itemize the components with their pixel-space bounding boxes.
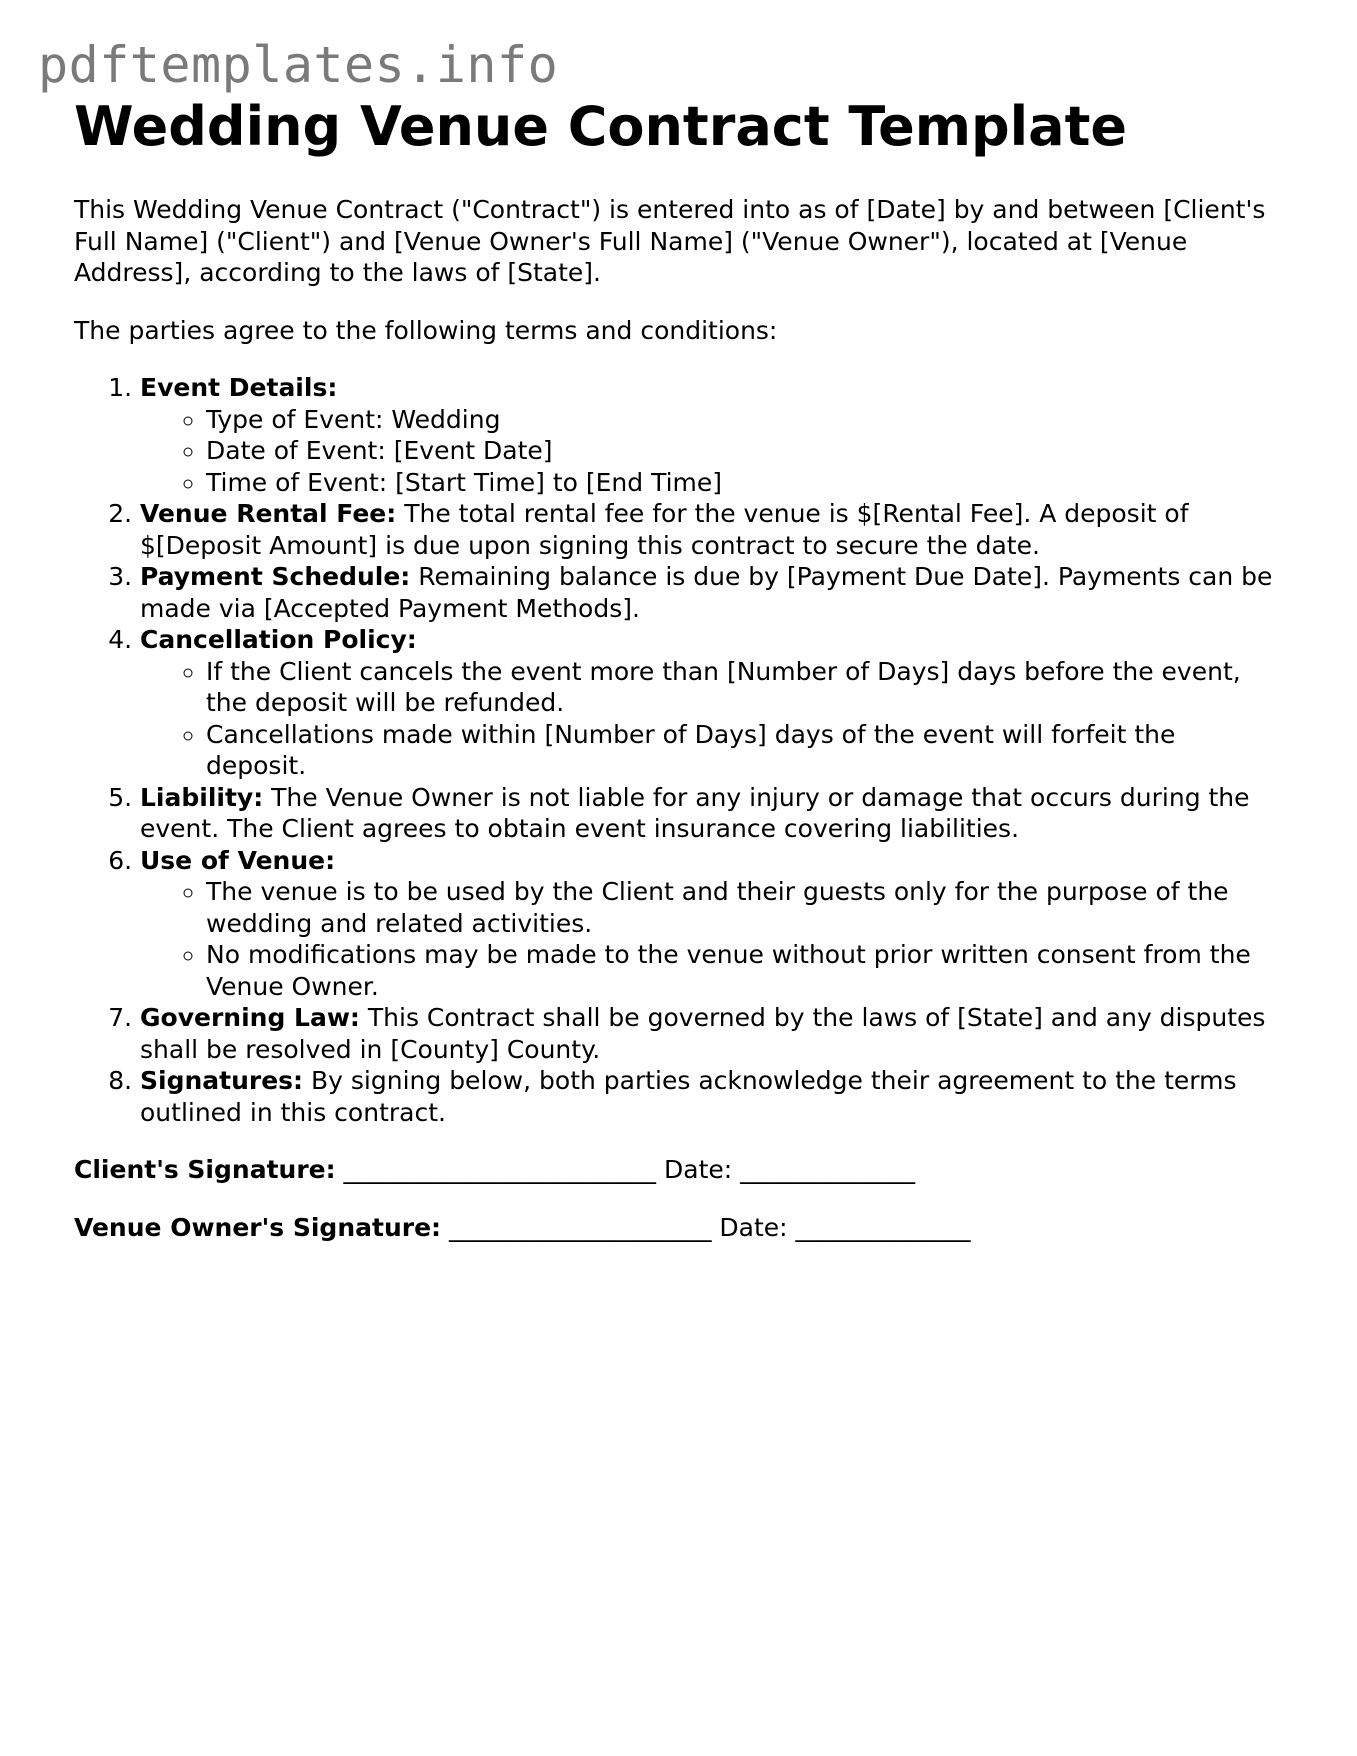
sub-item: ◦ Date of Event: [Event Date] <box>206 435 1274 467</box>
term-sublist <box>140 404 1274 499</box>
client-signature-label: Client's Signature: <box>74 1155 336 1184</box>
term-label: Payment Schedule: <box>140 562 411 591</box>
term-label: Use of Venue: <box>140 845 336 875</box>
document-page <box>74 92 1274 1243</box>
sub-item: ◦ Cancellations made within [Number of Days] days of the event will forfeit the deposit. <box>206 719 1274 782</box>
term-text: The Venue Owner is not liable for any injury or damage that occurs during the event. The Client agrees to obtain event insurance covering liabilities. <box>140 782 1250 843</box>
owner-signature-line <box>74 1212 1274 1244</box>
term-item <box>140 561 1274 624</box>
owner-signature-label: Venue Owner's Signature: <box>74 1212 442 1242</box>
intro-paragraph: This Wedding Venue Contract ("Contract") is entered into as of [Date] by and between [Client's Full Name] ("Client") and [Venue Owner's Full Name] ("Venue Owner"), located at [Venue Address], according to the laws of [State]. <box>74 195 1266 287</box>
term-item <box>140 624 1274 782</box>
term-item <box>140 498 1274 561</box>
term-item <box>140 372 1274 498</box>
term-label: Cancellation Policy: <box>140 625 417 654</box>
term-text: Remaining balance is due by [Payment Due Date]. Payments can be made via [Accepted Payment Methods]. <box>140 562 1273 623</box>
document-title: Wedding Venue Contract Template <box>74 95 1128 158</box>
terms-list <box>74 372 1274 1128</box>
term-item <box>140 1002 1274 1065</box>
term-sublist <box>140 876 1274 1002</box>
term-text: The total rental fee for the venue is $[Rental Fee]. A deposit of $[Deposit Amount] is due upon signing this contract to secure the date. <box>140 499 1189 560</box>
client-signature-field: _________________________ Date: ______________ <box>335 1155 916 1184</box>
sub-item: ◦ If the Client cancels the event more than [Number of Days] days before the event, the deposit will be refunded. <box>206 656 1274 719</box>
owner-signature-field: _____________________ Date: ______________ <box>441 1212 971 1242</box>
term-item <box>140 845 1274 1003</box>
watermark: pdftemplates.info <box>38 36 559 94</box>
term-label: Event Details: <box>140 373 338 402</box>
sub-item: ◦ Type of Event: Wedding <box>206 404 1274 436</box>
sub-item: ◦ No modifications may be made to the venue without prior written consent from the Venue Owner. <box>206 939 1274 1002</box>
term-label: Liability: <box>140 782 264 812</box>
client-signature-line <box>74 1154 1274 1186</box>
term-item <box>140 782 1274 845</box>
sub-item: ◦ Time of Event: [Start Time] to [End Time] <box>206 467 1274 499</box>
term-sublist <box>140 656 1274 782</box>
term-label: Signatures: <box>140 1066 304 1095</box>
term-label: Venue Rental Fee: <box>140 499 397 528</box>
term-text: By signing below, both parties acknowledge their agreement to the terms outlined in this contract. <box>140 1066 1237 1127</box>
agreement-statement: The parties agree to the following terms and conditions: <box>74 315 778 345</box>
sub-item: ◦ The venue is to be used by the Client and their guests only for the purpose of the wedding and related activities. <box>206 876 1274 939</box>
term-text: This Contract shall be governed by the laws of [State] and any disputes shall be resolved in [County] County. <box>140 1003 1266 1064</box>
term-item <box>140 1065 1274 1128</box>
term-label: Governing Law: <box>140 1003 360 1032</box>
